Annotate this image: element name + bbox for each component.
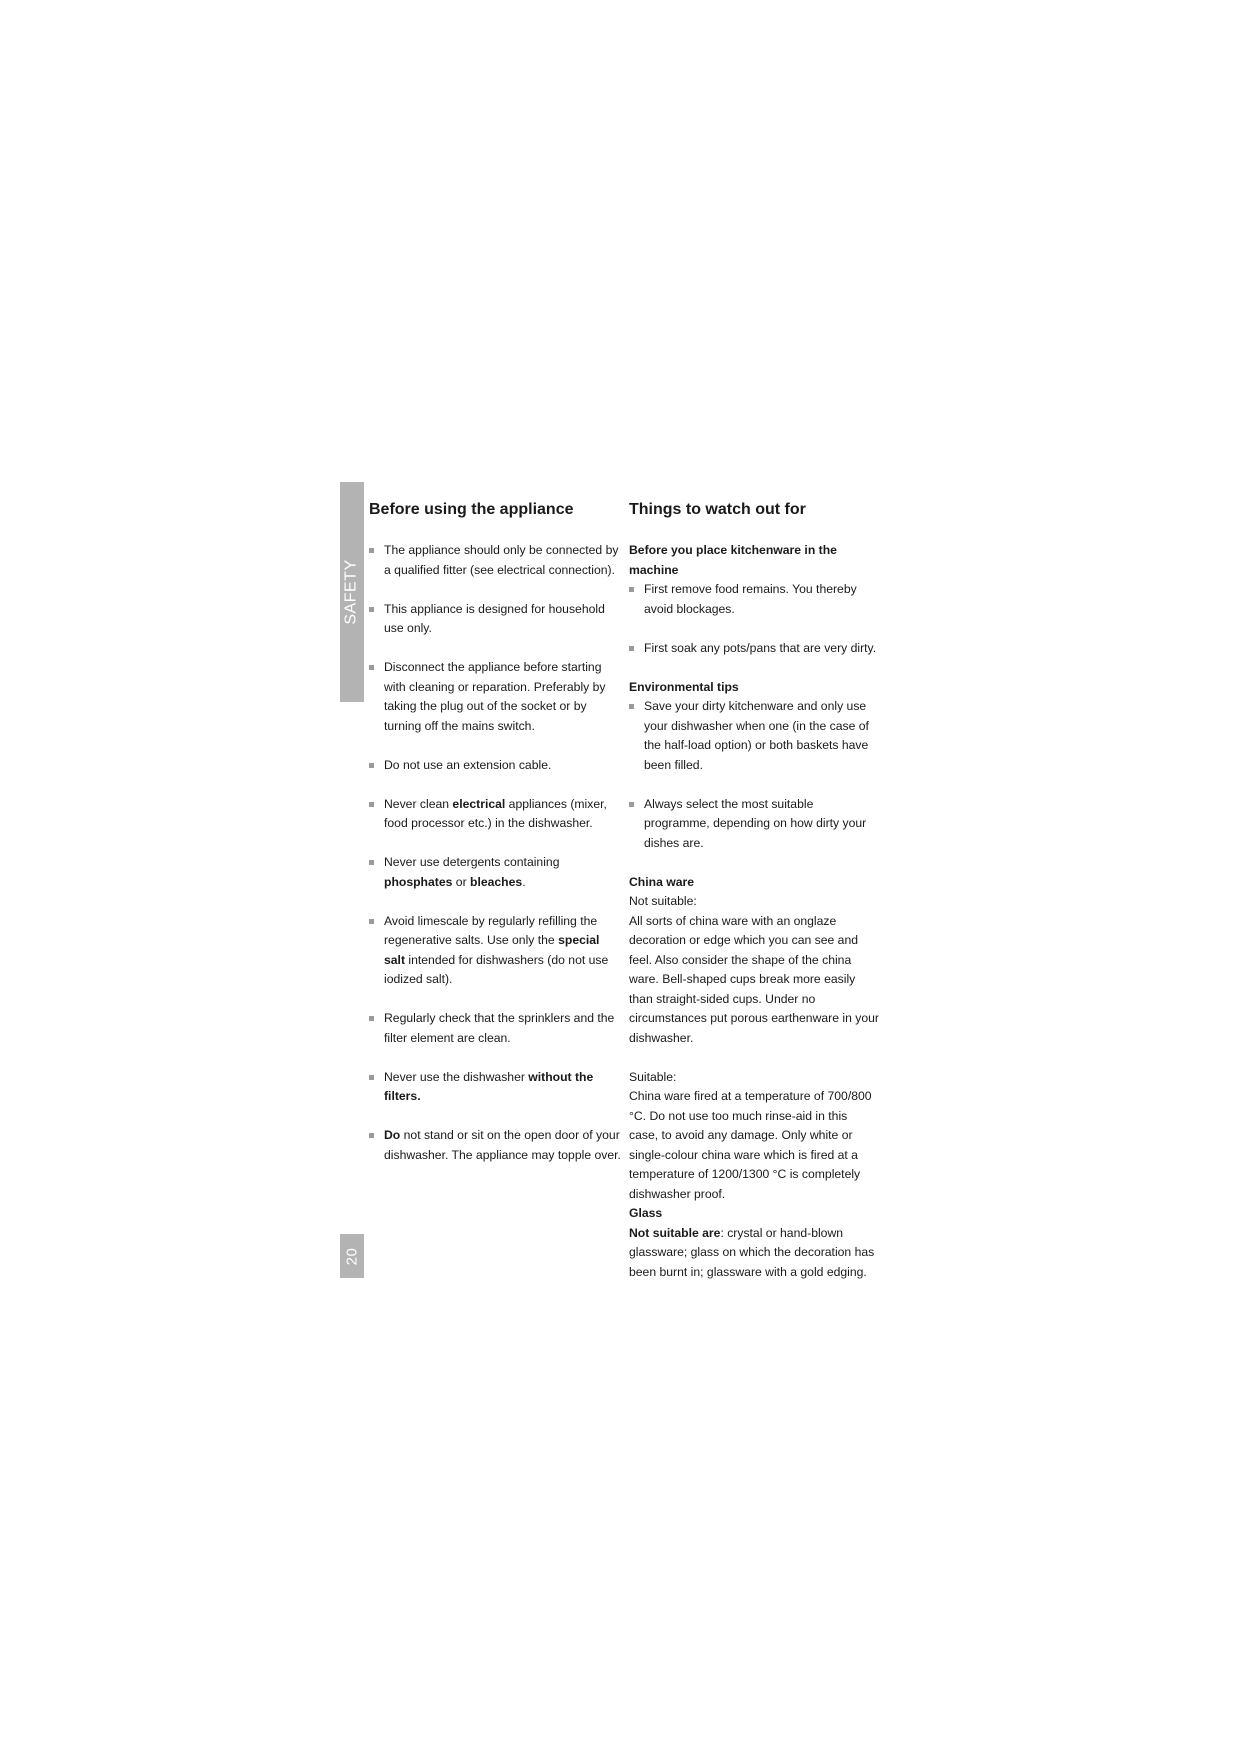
bullet-icon xyxy=(369,548,374,553)
china-suitable-text: China ware fired at a temperature of 700/800 °C. Do not use too much rinse-aid in this case, to avoid any damage. Only white or single-colour china ware which is fired at a temperature of 1200/1300 °C is completely dishwasher proof. xyxy=(629,1089,872,1201)
item-text: Disconnect the appliance before starting with cleaning or reparation. Preferably by taking the plug out of the socket or by turning off the mains switch. xyxy=(384,660,606,733)
item-text-emphasis: Do xyxy=(384,1128,401,1142)
item-text-pre: Never use detergents containing xyxy=(384,855,560,869)
left-column xyxy=(369,498,621,1185)
safety-item xyxy=(369,1126,621,1165)
glass-body: : crystal or hand-blown glassware; glass on which the decoration has been burnt in; glassware with a gold edging. xyxy=(629,1225,875,1279)
section-tab-safety xyxy=(340,482,364,702)
safety-item xyxy=(369,756,621,776)
right-heading: Things to watch out for xyxy=(629,501,806,518)
item-text-emphasis: without the filters. xyxy=(384,1069,594,1103)
glass-text xyxy=(629,1224,879,1283)
item-text: First soak any pots/pans that are very dirty. xyxy=(644,640,877,655)
item-text: First remove food remains. You thereby avoid blockages. xyxy=(644,582,857,616)
bullet-icon xyxy=(369,1133,374,1138)
glass-subheading: Glass xyxy=(629,1206,663,1220)
bullet-icon xyxy=(629,802,634,807)
environment-subheading: Environmental tips xyxy=(629,679,739,694)
item-text-emphasis: bleaches xyxy=(470,874,523,889)
item-text-pre: Never clean xyxy=(384,796,453,811)
item-text-post: not stand or sit on the open door of your dishwasher. The appliance may topple over. xyxy=(384,1128,621,1162)
item-text: Always select the most suitable programme, depending on how dirty your dishes are. xyxy=(644,796,867,850)
safety-item xyxy=(369,1068,621,1107)
bullet-icon xyxy=(369,1075,374,1080)
bullet-icon xyxy=(369,763,374,768)
item-text: Do not use an extension cable. xyxy=(384,757,552,772)
kitchenware-item xyxy=(629,639,879,659)
item-text-pre: Never use the dishwasher xyxy=(384,1069,529,1084)
safety-item xyxy=(369,658,621,736)
bullet-icon xyxy=(369,607,374,612)
bullet-icon xyxy=(629,704,634,709)
page-number: 20 xyxy=(343,1247,361,1265)
item-text-post: . xyxy=(522,874,526,889)
kitchenware-subheading: Before you place kitchenware in the machine xyxy=(629,543,837,577)
bullet-icon xyxy=(369,665,374,670)
section-label: SAFETY xyxy=(343,559,361,625)
kitchenware-item xyxy=(629,580,879,619)
item-text-post: appliances (mixer, food processor etc.) in the dishwasher. xyxy=(384,796,607,830)
page-number-tab xyxy=(340,1234,364,1278)
bullet-icon xyxy=(629,587,634,592)
item-text-post: intended for dishwashers (do not use iodized salt). xyxy=(384,952,609,986)
item-text-pre: Avoid limescale by regularly refilling the regenerative salts. Use only the xyxy=(384,913,598,947)
china-not-suitable-text: All sorts of china ware with an onglaze decoration or edge which you can see and feel. Also consider the shape of the china ware. Bell-shaped cups break more easily than straight-sided cups. Under no circumstances put porous earthenware in your dishwasher. xyxy=(629,913,879,1045)
safety-item xyxy=(369,912,621,990)
item-text-emphasis: electrical xyxy=(452,796,506,811)
china-subheading: China ware xyxy=(629,874,695,889)
item-text-emphasis: phosphates xyxy=(384,874,453,889)
item-text: Regularly check that the sprinklers and the filter element are clean. xyxy=(384,1011,615,1045)
safety-item xyxy=(369,600,621,639)
item-text: This appliance is designed for household use only. xyxy=(384,601,605,635)
environment-item xyxy=(629,697,879,775)
safety-item xyxy=(369,1009,621,1048)
item-text: Save your dirty kitchenware and only use your dishwasher when one (in the case of the half-load option) or both baskets have been filled. xyxy=(644,699,869,772)
bullet-icon xyxy=(369,1016,374,1021)
bullet-icon xyxy=(369,919,374,924)
china-suitable-label: Suitable: xyxy=(629,1069,677,1084)
bullet-icon xyxy=(629,646,634,651)
bullet-icon xyxy=(369,860,374,865)
bullet-icon xyxy=(369,802,374,807)
china-not-suitable-label: Not suitable: xyxy=(629,894,697,908)
right-column xyxy=(629,498,879,1282)
left-heading: Before using the appliance xyxy=(369,501,574,518)
environment-item xyxy=(629,795,879,854)
glass-lead: Not suitable are xyxy=(629,1225,721,1240)
item-text-emphasis: special salt xyxy=(384,933,600,967)
safety-item xyxy=(369,853,621,892)
safety-item xyxy=(369,541,621,580)
item-text-mid: or xyxy=(452,874,471,889)
item-text: The appliance should only be connected by a qualified fitter (see electrical connection). xyxy=(384,543,619,577)
safety-item xyxy=(369,795,621,834)
